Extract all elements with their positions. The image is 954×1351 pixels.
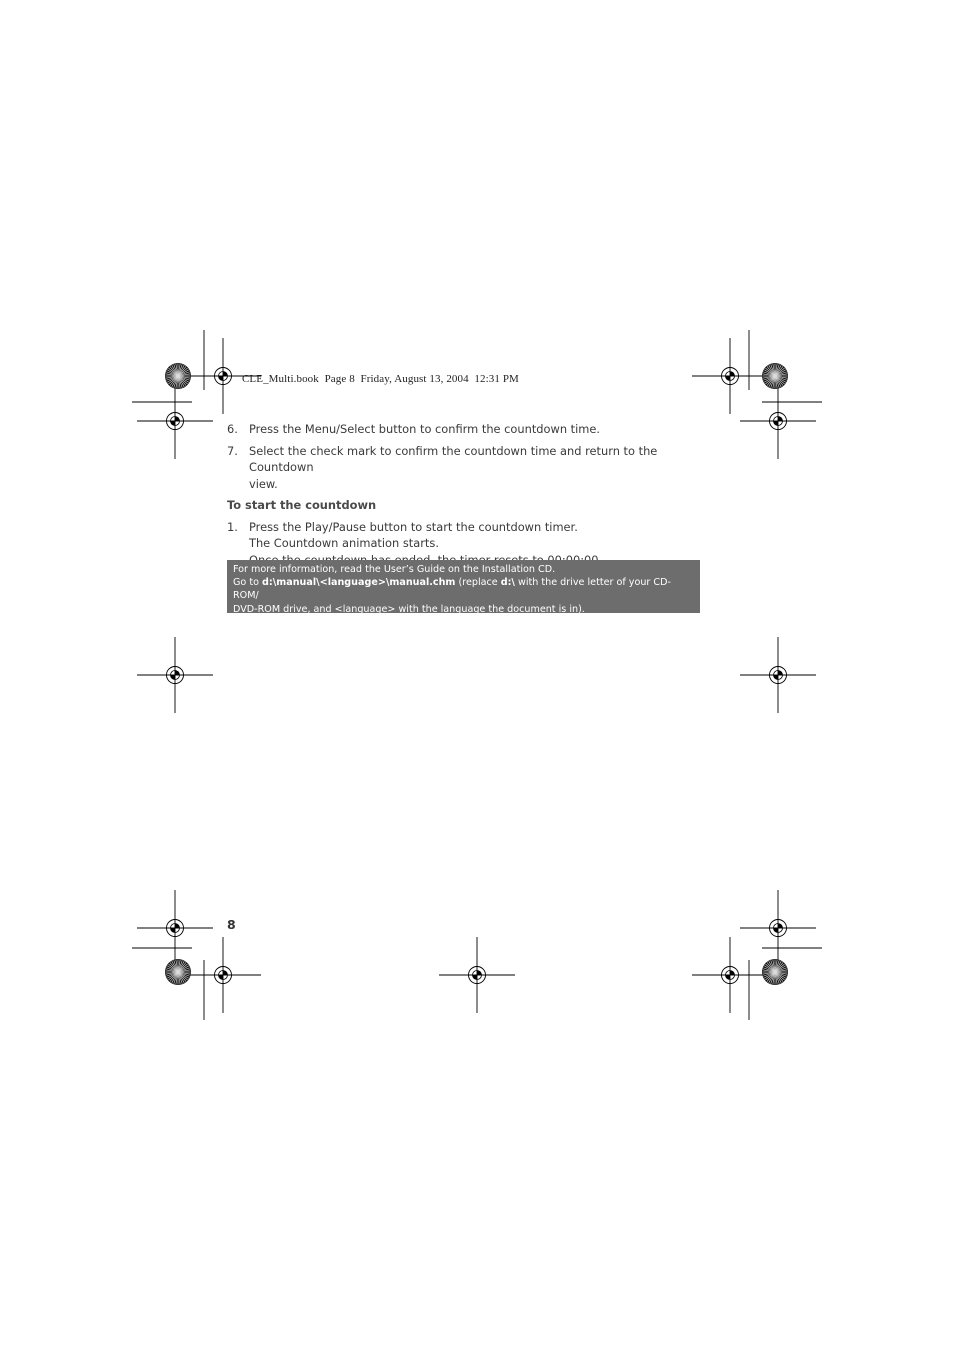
note-text: with the drive letter of your CD-ROM/ — [233, 577, 671, 602]
step-number: 6. — [227, 422, 238, 436]
registration-mark-upper-right — [740, 383, 816, 459]
registration-mark-bottom-center — [439, 937, 515, 1013]
note-line: DVD-ROM drive, and <language> with the language the document is in). — [233, 603, 585, 615]
step-text: The Countdown animation starts. — [249, 536, 439, 550]
registration-mark-bottom-left — [185, 937, 261, 1013]
page-number: 8 — [227, 917, 236, 932]
registration-mark-top-right — [692, 338, 768, 414]
print-slug: CLE_Multi.book Page 8 Friday, August 13, 2004 12:31 PM — [242, 373, 519, 385]
step-text: view. — [249, 476, 278, 491]
note-text: (replace — [455, 577, 501, 589]
registration-mark-mid-right — [740, 637, 816, 713]
manual-path: d:\manual\<language>\manual.chm — [262, 577, 456, 589]
note-line: For more information, read the User’s Guide on the Installation CD. — [233, 564, 556, 575]
starburst-mark-top-left — [165, 363, 191, 389]
section-heading: To start the countdown — [227, 498, 377, 512]
registration-mark-upper-left — [137, 383, 213, 459]
step-text: Select the check mark to confirm the countdown time and return to the Countdown — [249, 443, 658, 474]
info-note-box — [227, 560, 700, 613]
instructions — [227, 421, 702, 568]
note-text: Go to — [233, 577, 263, 589]
registration-mark-lower-right — [740, 890, 816, 966]
step-text: Press the Play/Pause button to start the countdown timer. — [249, 519, 578, 534]
step-6 — [227, 421, 702, 438]
note-line — [233, 576, 694, 602]
step-number: 1. — [227, 519, 238, 534]
step-7 — [227, 443, 702, 493]
registration-mark-mid-left — [137, 637, 213, 713]
registration-mark-bottom-right — [692, 937, 768, 1013]
step-text: Press the Menu/Select button to confirm the countdown time. — [249, 422, 601, 436]
starburst-mark-top-right — [762, 363, 788, 389]
starburst-mark-bottom-left — [165, 959, 191, 985]
step-number: 7. — [227, 443, 238, 458]
starburst-mark-bottom-right — [762, 959, 788, 985]
drive-letter: d:\ — [500, 577, 515, 589]
registration-mark-lower-left — [137, 890, 213, 966]
